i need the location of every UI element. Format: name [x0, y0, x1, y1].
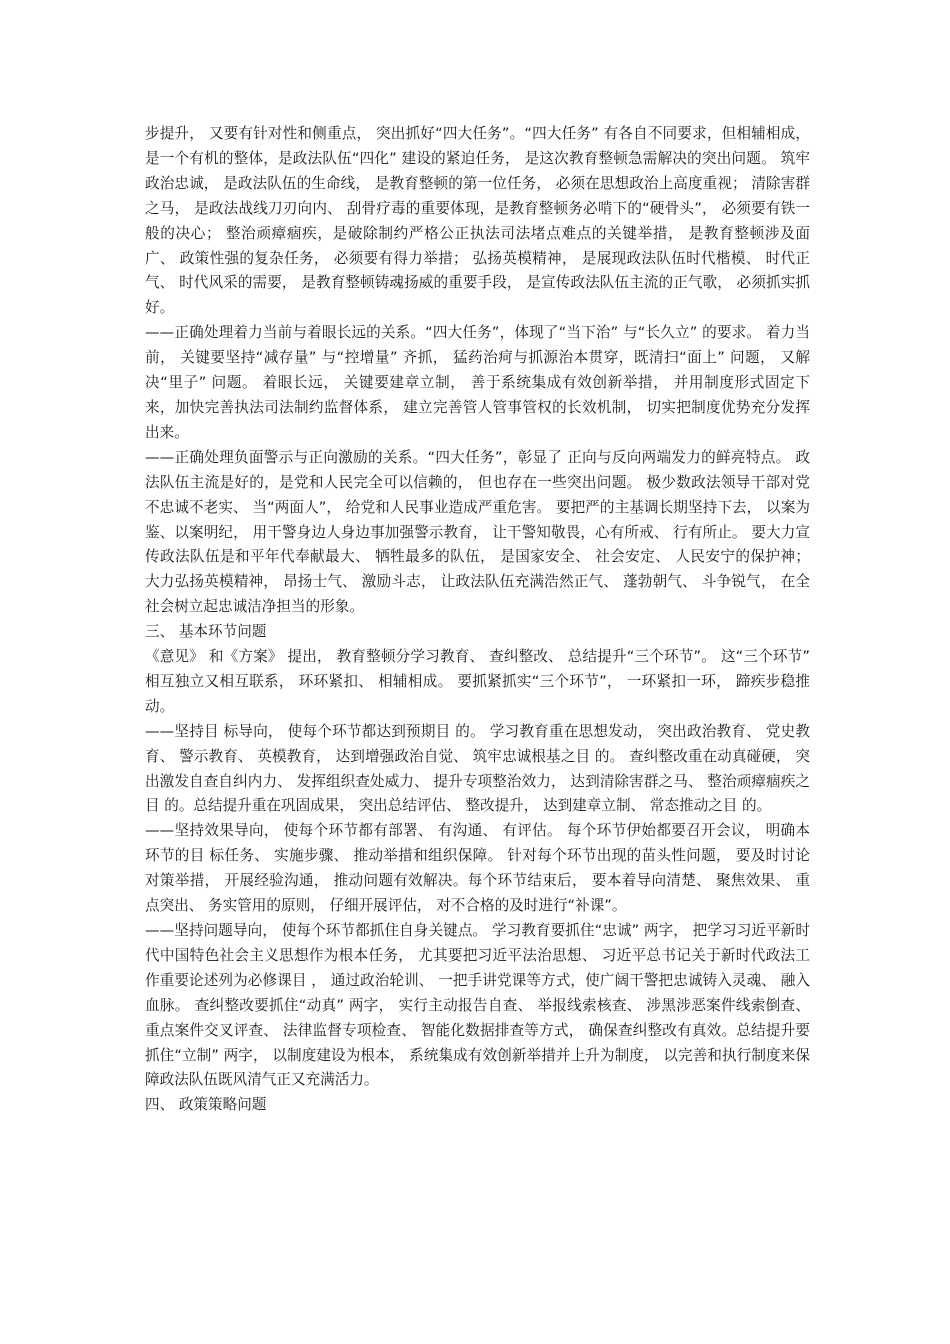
body-paragraph-7: ——坚持问题导向， 使每个环节都抓住自身关键点。 学习教育要抓住“忠诚” 两字， 把学习习近平新时代中国特色社会主义思想作为根本任务， 尤其要把习近平法治思想、 习近平总书记关于新时代政法工作重要论述列为必修课目 ， 通过政治轮训、 一把手讲党课等方式，使广阔干警把忠诚铸入灵魂、 融入血脉。 查纠整改要抓住“动真” 两字， 实行主动报告自查、 举报线索核查、 涉黑涉恶案件线索倒查、 重点案件交叉评查、 法律监督专项检查、 智能化数据排查等方式， 确保查纠整改有真效。总结提升要抓住“立制” 两字， 以制度建设为根本， 系统集成有效创新举措并上升为制度， 以完善和执行制度来保障政法队伍既风清气正又充满活力。 [145, 922, 810, 1089]
body-paragraph-1: 步提升， 又要有针对性和侧重点， 突出抓好“四大任务”。“四大任务” 有各自不同要求，但相辅相成， 是一个有机的整体，是政法队伍“四化” 建设的紧迫任务， 是这次教育整顿急需解决的突出问题。 筑牢政治忠诚， 是政法队伍的生命线， 是教育整顿的第一位任务， 必须在思想政治上高度重视； 清除害群之马， 是政法战线刀刃向内、 刮骨疗毒的重要体现，是教育整顿务必啃下的“硬骨头”， 必须要有铁一般的决心； 整治顽瘴痼疾，是破除制约严格公正执法司法堵点难点的关键举措， 是教育整顿涉及面广、 政策性强的复杂任务， 必须要有得力举措； 弘扬英模精神， 是展现政法队伍时代楷模、 时代正气、 时代风采的需要， 是教育整顿铸魂扬威的重要手段， 是宣传政法队伍主流的正气歌， 必须抓实抓好。 [145, 125, 810, 317]
body-paragraph-5: ——坚持目 标导向， 使每个环节都达到预期目 的。 学习教育重在思想发动， 突出政治教育、 党史教育、 警示教育、 英模教育， 达到增强政治自觉、 筑牢忠诚根基之目 的。 查纠整改重在动真碰硬， 突出激发自查自纠内力、 发挥组织查处威力、 提升专项整治效力， 达到清除害群之马、 整治顽瘴痼疾之目 的。总结提升重在巩固成果， 突出总结评估、 整改提升， 达到建章立制、 常态推动之目 的。 [145, 722, 810, 815]
body-paragraph-3: ——正确处理负面警示与正向激励的关系。“四大任务”，彰显了 正向与反向两端发力的鲜亮特点。 政法队伍主流是好的，是党和人民完全可以信赖的， 但也存在一些突出问题。 极少数政法领导干部对党不忠诚不老实、 当“两面人”， 给党和人民事业造成严重危害。 要把严的主基调长期坚持下去， 以案为鉴、以案明纪， 用干警身边人身边事加强警示教育， 让干警知敬畏，心有所戒、 行有所止。 要大力宣传政法队伍是和平年代奉献最大、 牺牲最多的队伍， 是国家安全、 社会安定、 人民安宁的保护神； 大力弘扬英模精神， 昂扬士气、 激励斗志， 让政法队伍充满浩然正气、 蓬勃朝气、 斗争锐气， 在全社会树立起忠诚洁净担当的形象。 [145, 448, 810, 616]
document-page [145, 122, 810, 1118]
body-paragraph-2: ——正确处理着力当前与着眼长远的关系。“四大任务”，体现了“当下治” 与“长久立” 的要求。 着力当前， 关键要坚持“减存量” 与“控增量” 齐抓， 猛药治疴与抓源治本贯穿，既清扫“面上” 问题， 又解决“里子” 问题。 着眼长远， 关键要建章立制， 善于系统集成有效创新举措， 并用制度形式固定下来，加快完善执法司法制约监督体系， 建立完善管人管事管权的长效机制， 切实把制度优势充分发挥出来。 [145, 324, 810, 441]
section-heading-4: 四、 政策策略问题 [145, 1096, 267, 1114]
body-paragraph-6: ——坚持效果导向， 使每个环节都有部署、 有沟通、 有评估。 每个环节伊始都要召开会议， 明确本环节的目 标任务、 实施步骤、 推动举措和组织保障。 针对每个环节出现的苗头性问题， 要及时讨论对策举措， 开展经验沟通， 推动问题有效解决。每个环节结束后， 要本着导向清楚、 聚焦效果、 重点突出、 务实管用的原则， 仔细开展评估， 对不合格的及时进行“补课”。 [145, 822, 810, 915]
body-paragraph-4: 《意见》 和《方案》 提出， 教育整顿分学习教育、 查纠整改、 总结提升“三个环节”。 这“三个环节” 相互独立又相互联系， 环环紧扣、 相辅相成。 要抓紧抓实“三个环节”， 一环紧扣一环， 蹄疾步稳推动。 [145, 648, 810, 715]
section-heading-3: 三、 基本环节问题 [145, 623, 267, 641]
